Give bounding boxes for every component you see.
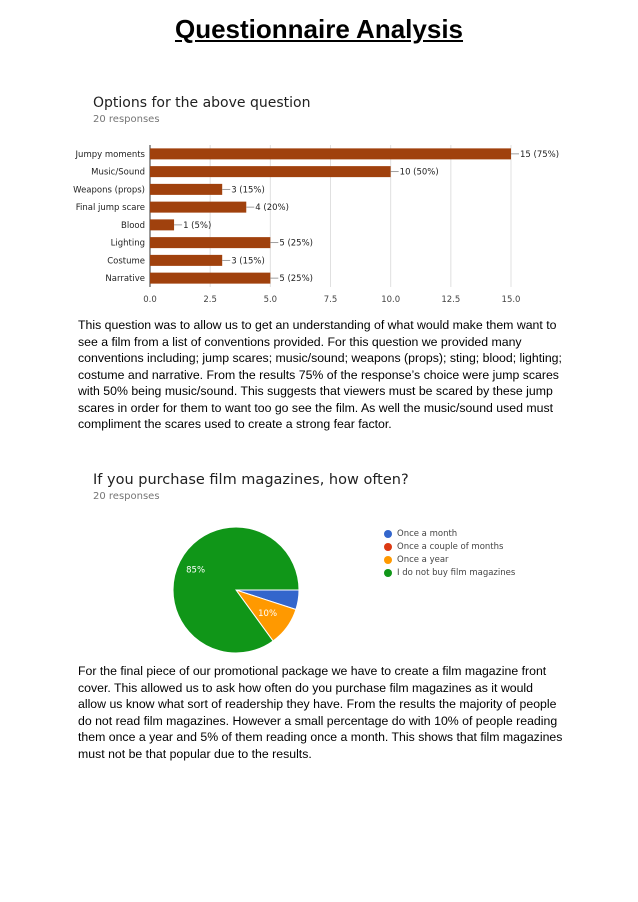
category-label: Weapons (props) xyxy=(73,185,145,196)
category-label: Final jump scare xyxy=(75,203,145,214)
bar xyxy=(150,273,270,284)
pie-slice-label: 85% xyxy=(186,565,206,576)
legend-swatch xyxy=(384,530,392,538)
data-label: 3 (15%) xyxy=(231,256,265,267)
analysis-paragraph-2: For the final piece of our promotional package we have to create a film magazine front cover. This allowed us to ask how often do you purchase film magazines as it would allow us know what sort of readership they have. From the results the majority of people do not read film magazines. However a small percentage do with 10% of people reading them once a year and 5% of them reading once a month. This shows that film magazines must not be that popular due to the results. xyxy=(78,664,563,761)
data-label: 5 (25%) xyxy=(279,274,313,285)
x-tick-label: 15.0 xyxy=(501,295,521,305)
pie-chart-title: If you purchase film magazines, how often? xyxy=(93,472,409,488)
legend-label: Once a couple of months xyxy=(397,541,504,552)
x-tick-label: 0.0 xyxy=(143,295,157,305)
bar xyxy=(150,237,270,248)
bar xyxy=(150,148,511,159)
bar xyxy=(150,184,222,195)
bar xyxy=(150,202,246,213)
x-tick-label: 12.5 xyxy=(441,295,461,305)
x-tick-label: 2.5 xyxy=(203,295,217,305)
pie-slice-label: 10% xyxy=(258,608,278,619)
page-title: Questionnaire Analysis xyxy=(174,14,464,44)
legend-swatch xyxy=(384,569,392,577)
legend-swatch xyxy=(384,556,392,564)
legend-label: I do not buy film magazines xyxy=(397,567,516,578)
data-label: 10 (50%) xyxy=(399,167,439,178)
bar-chart-responses: 20 responses xyxy=(93,114,160,125)
analysis-paragraph-1: This question was to allow us to get an understanding of what would make them want to see a film from a list of conventions provided. For this question we provided many conventions including; jump scares; music/sound; weapons (props); sting; blood; lighting; costume and narrative. From the results 75% of the response’s choice were jump scares with 50% being music/sound. This suggests that viewers must be scared by these jump scares in order for them to want too go see the film. As well the music/sound used must compliment the scares used to create a strong fear factor. xyxy=(78,318,562,431)
bar-chart-title: Options for the above question xyxy=(93,95,311,111)
data-label: 15 (75%) xyxy=(520,149,560,160)
bar-chart xyxy=(0,0,638,310)
category-label: Jumpy moments xyxy=(75,149,145,160)
legend-item xyxy=(384,540,515,553)
category-label: Lighting xyxy=(110,238,145,249)
bar xyxy=(150,255,222,266)
x-tick-label: 5.0 xyxy=(263,295,278,305)
legend-swatch xyxy=(384,543,392,551)
bar xyxy=(150,219,174,230)
data-label: 1 (5%) xyxy=(183,220,212,231)
pie-chart-responses: 20 responses xyxy=(93,491,160,502)
data-label: 5 (25%) xyxy=(279,238,313,249)
category-label: Music/Sound xyxy=(91,167,145,178)
category-label: Blood xyxy=(121,220,145,231)
pie-chart xyxy=(0,510,638,670)
data-label: 3 (15%) xyxy=(231,185,265,196)
legend-item xyxy=(384,527,515,540)
data-label: 4 (20%) xyxy=(255,203,289,214)
category-label: Costume xyxy=(107,256,145,267)
x-tick-label: 10.0 xyxy=(381,295,401,305)
legend-item xyxy=(384,566,515,579)
legend-label: Once a year xyxy=(397,554,449,565)
pie-legend xyxy=(384,527,515,579)
legend-label: Once a month xyxy=(397,528,458,539)
bar xyxy=(150,166,391,177)
x-tick-label: 7.5 xyxy=(323,295,338,305)
legend-item xyxy=(384,553,515,566)
category-label: Narrative xyxy=(105,274,145,285)
